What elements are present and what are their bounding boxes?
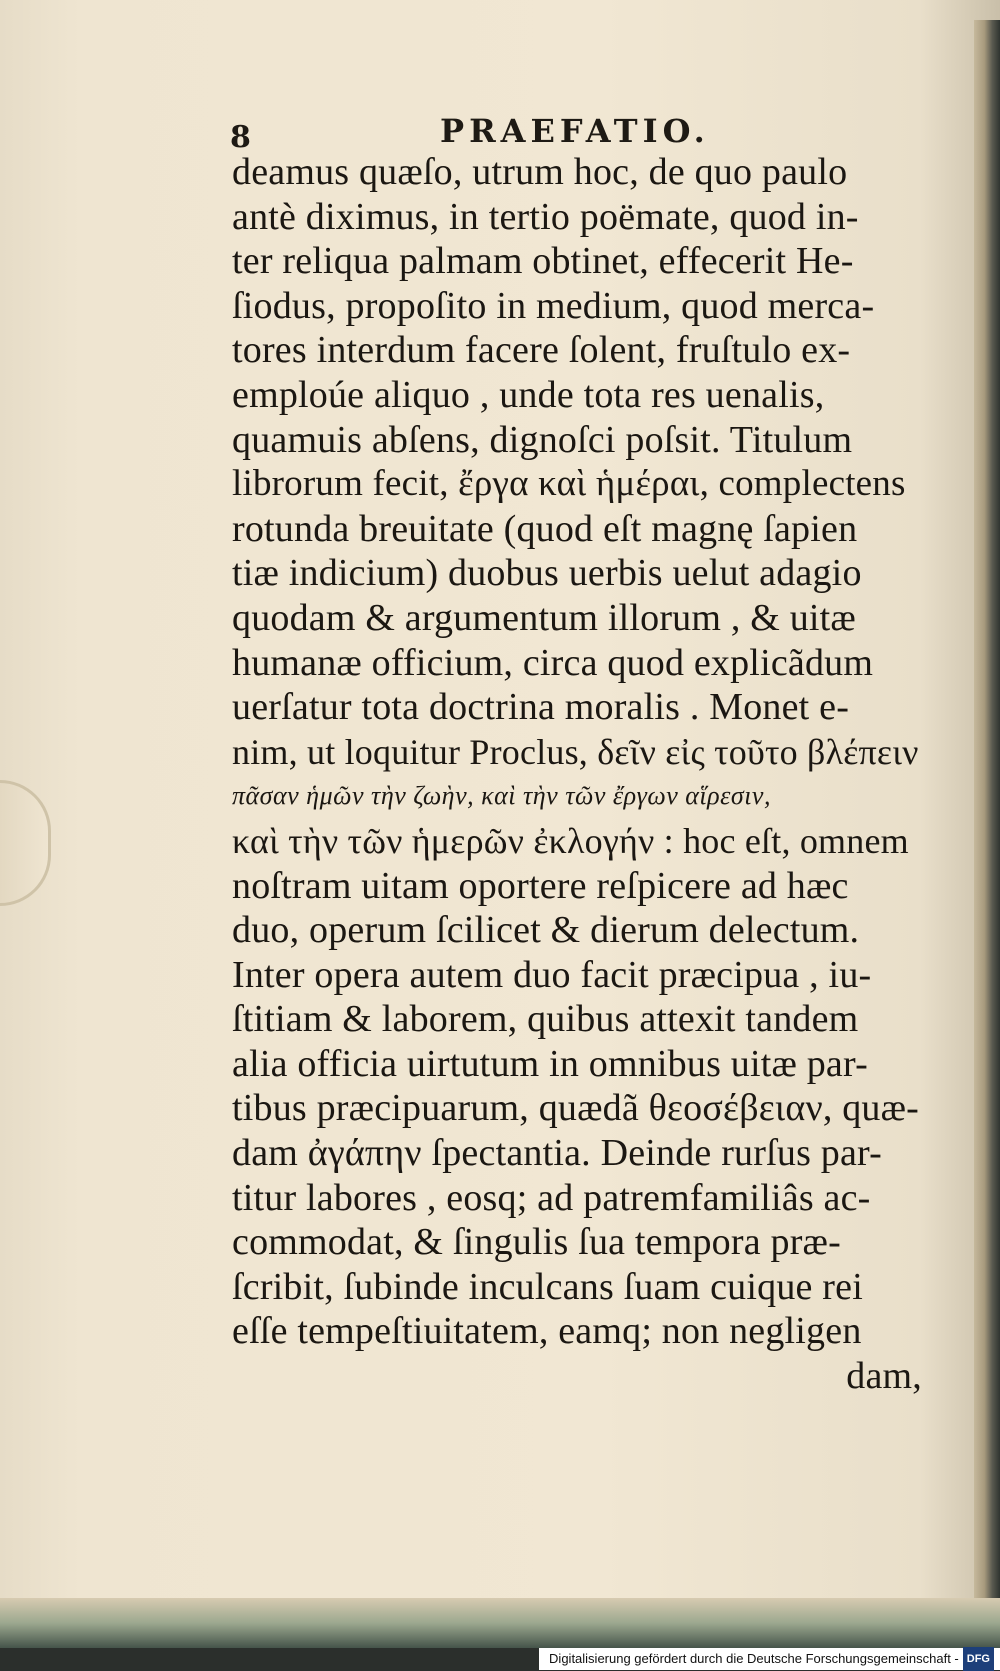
greek-text-line: πᾶσαν ἡμῶν τὴν ζωὴν, καὶ τὴν τῶν ἔργων αἵρεσιν, bbox=[232, 781, 771, 811]
page-header bbox=[230, 112, 930, 155]
text-line: commodat, & ſingulis ſua tempora præ- bbox=[232, 1221, 841, 1264]
text-line: humanæ officium, circa quod explicãdum bbox=[232, 641, 874, 684]
text-line: quodam & argumentum illorum , & uitæ bbox=[232, 596, 856, 639]
text-line: antè diximus, in tertio poëmate, quod in- bbox=[232, 195, 859, 238]
text-line: dam ἀγάπην ſpectantia. Deinde rurſus par- bbox=[232, 1132, 882, 1175]
text-line: noſtram uitam oportere reſpicere ad hæc bbox=[232, 864, 849, 907]
text-line: tiæ indicium) duobus uerbis uelut adagio bbox=[232, 552, 862, 595]
text-line: duo, operum ſcilicet & dierum delectum. bbox=[232, 909, 860, 952]
running-head: PRAEFATIO. bbox=[440, 112, 710, 150]
text-line: ſiodus, propoſito in medium, quod merca- bbox=[232, 284, 875, 327]
text-line: ter reliqua palmam obtinet, effecerit He- bbox=[232, 240, 854, 283]
text-line: emploúe aliquo , unde tota res uenalis, bbox=[232, 373, 825, 416]
text-line: eſſe tempeſtiuitatem, eamq; non negligen bbox=[232, 1310, 862, 1353]
text-line: nim, ut loquitur Proclus, δεῖν εἰς τοῦτο βλέπειν bbox=[232, 731, 919, 772]
digitization-credit bbox=[539, 1648, 1000, 1670]
credit-text: Digitalisierung gefördert durch die Deutsche Forschungsgemeinschaft - bbox=[549, 1651, 959, 1666]
text-line: ſtitiam & laborem, quibus attexit tandem bbox=[232, 998, 859, 1041]
catchword: dam, bbox=[846, 1355, 922, 1398]
text-line: rotunda breuitate (quod eſt magnę ſapien bbox=[232, 507, 858, 550]
page-number: 8 bbox=[230, 120, 251, 155]
text-line: quamuis abſens, dignoſci poſsit. Titulum bbox=[232, 418, 853, 461]
text-line: tores interdum facere ſolent, fruſtulo ex- bbox=[232, 329, 851, 372]
text-block bbox=[232, 150, 922, 1399]
text-line: καὶ τὴν τῶν ἡμερῶν ἐκλογήν : hoc eſt, omnem bbox=[232, 820, 909, 861]
text-line: librorum fecit, ἔργα καὶ ἡμέραι, complectens bbox=[232, 463, 906, 505]
text-line: Inter opera autem duo facit præcipua , iu- bbox=[232, 953, 872, 996]
text-line: uerſatur tota doctrina moralis . Monet e- bbox=[232, 686, 850, 729]
text-line: deamus quæſo, utrum hoc, de quo paulo bbox=[232, 151, 848, 193]
text-line: titur labores , eosq; ad patremfamiliâs ac- bbox=[232, 1176, 871, 1219]
page-edge-right bbox=[974, 20, 1000, 1620]
text-line: alia officia uirtutum in omnibus uitæ par- bbox=[232, 1042, 868, 1085]
text-line: tibus præcipuarum, quædã θεοσέβειαν, quæ- bbox=[232, 1087, 920, 1130]
page-edge-bottom bbox=[0, 1598, 1000, 1648]
text-line: ſcribit, ſubinde inculcans ſuam cuique rei bbox=[232, 1265, 863, 1308]
dfg-logo: DFG bbox=[963, 1647, 994, 1671]
